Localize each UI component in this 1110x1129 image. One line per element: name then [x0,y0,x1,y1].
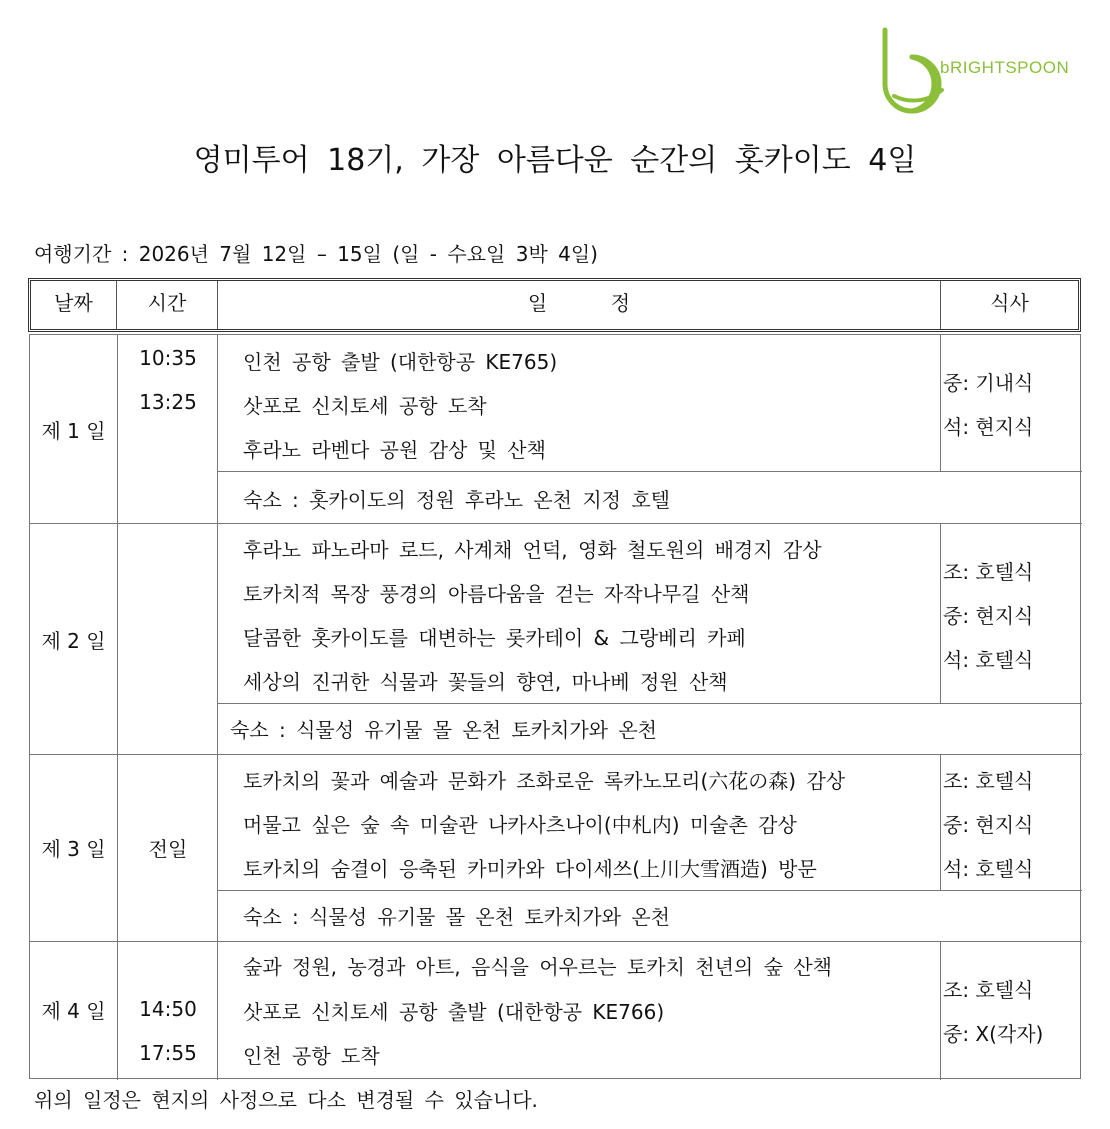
day-2-meal-2: 중: 현지식 [943,604,1034,628]
day-2-lodging: 숙소 : 식물성 유기물 몰 온천 토카치가와 온천 [230,718,657,742]
day-4-item-1: 숲과 정원, 농경과 아트, 음식을 어우르는 토카치 천년의 숲 산책 [243,955,832,979]
day-1-meal-1: 중: 기내식 [943,371,1034,395]
header-date: 날짜 [31,281,117,329]
day-4-item-2: 삿포로 신치토세 공항 출발 (대한항공 KE766) [243,1000,665,1024]
day-2-meal-3: 석: 호텔식 [943,648,1034,672]
day-1-item-2: 삿포로 신치토세 공항 도착 [243,394,487,418]
day-2-item-1: 후라노 파노라마 로드, 사계채 언덕, 영화 철도원의 배경지 감상 [243,538,822,562]
day-1-item-3: 후라노 라벤다 공원 감상 및 산책 [243,438,546,462]
day-1-item-1: 인천 공항 출발 (대한항공 KE765) [243,350,558,374]
day-2-meal-1: 조: 호텔식 [943,560,1034,584]
day-3-meal-3: 석: 호텔식 [943,857,1034,881]
day-2-label: 제 2 일 [41,629,106,653]
day-1-label: 제 1 일 [41,419,106,443]
day-1-time-2: 13:25 [139,390,197,414]
day-3-item-1: 토카치의 꽃과 예술과 문화가 조화로운 록카노모리(六花の森) 감상 [243,769,846,793]
header-meal: 식사 [990,291,1029,315]
day-3-meal-1: 조: 호텔식 [943,769,1034,793]
day-3-lodging: 숙소 : 식물성 유기물 몰 온천 토카치가와 온천 [243,905,670,929]
day-4-meal-1: 조: 호텔식 [943,978,1034,1002]
footnote: 위의 일정은 현지의 사정으로 다소 변경될 수 있습니다. [34,1088,538,1112]
day-3-item-3: 토카치의 숨결이 응축된 카미카와 다이세쓰(上川大雪酒造) 방문 [243,857,817,881]
day-1-meal-2: 석: 현지식 [943,415,1034,439]
day-4-time-2: 17:55 [139,1041,197,1065]
day-4-label: 제 4 일 [41,999,106,1023]
day-1-time-1: 10:35 [139,346,197,370]
day-3-time: 전일 [148,837,188,861]
day-3-item-2: 머물고 싶은 숲 속 미술관 나카사츠나이(中札内) 미술촌 감상 [243,813,797,837]
schedule-table [29,334,1081,1079]
header-time: 시간 [117,281,218,329]
day-2-item-4: 세상의 진귀한 식물과 꽃들의 향연, 마나베 정원 산책 [243,670,728,694]
page-title: 영미투어 18기, 가장 아름다운 순간의 홋카이도 4일 [193,143,917,178]
day-2-item-2: 토카치적 목장 풍경의 아름다움을 걷는 자작나무길 산책 [243,582,750,606]
table-header [28,278,1081,332]
day-2-item-3: 달콤한 홋카이도를 대변하는 롯카테이 & 그랑베리 카페 [243,626,746,650]
day-3-meal-2: 중: 현지식 [943,813,1034,837]
day-4-time-1: 14:50 [139,997,197,1021]
brand-name: bRIGHTSPOON [940,58,1070,77]
day-4-item-3: 인천 공항 도착 [243,1044,380,1068]
day-3-label: 제 3 일 [41,837,106,861]
header-schedule: 일 정 [218,281,941,329]
travel-period: 여행기간 : 2026년 7월 12일 – 15일 (일 - 수요일 3박 4일) [34,242,598,266]
day-4-meal-2: 중: X(각자) [943,1022,1044,1046]
day-1-lodging: 숙소 : 홋카이도의 정원 후라노 온천 지정 호텔 [243,488,670,512]
